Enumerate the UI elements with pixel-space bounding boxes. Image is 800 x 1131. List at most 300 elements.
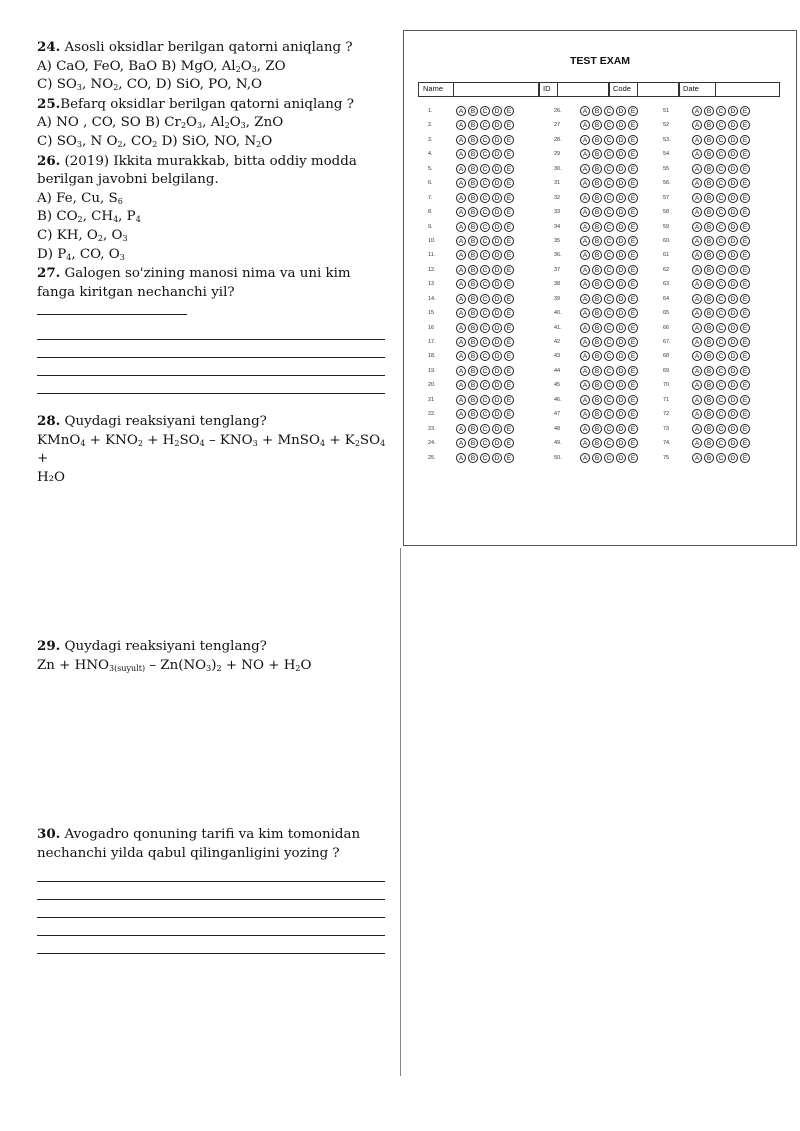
- answer-bubble-c[interactable]: C: [480, 395, 490, 405]
- answer-bubble-d[interactable]: D: [492, 120, 502, 130]
- answer-bubble-b[interactable]: B: [468, 424, 478, 434]
- answer-bubble-a[interactable]: A: [456, 236, 466, 246]
- answer-bubble-c[interactable]: C: [716, 250, 726, 260]
- answer-bubble-a[interactable]: A: [456, 164, 466, 174]
- answer-bubble-d[interactable]: D: [728, 250, 738, 260]
- answer-bubble-e[interactable]: E: [504, 236, 514, 246]
- answer-bubble-e[interactable]: E: [628, 438, 638, 448]
- answer-bubble-b[interactable]: B: [592, 424, 602, 434]
- answer-bubble-e[interactable]: E: [740, 438, 750, 448]
- answer-bubble-b[interactable]: B: [468, 366, 478, 376]
- answer-bubble-e[interactable]: E: [504, 106, 514, 116]
- answer-bubble-d[interactable]: D: [492, 308, 502, 318]
- answer-bubble-e[interactable]: E: [740, 164, 750, 174]
- answer-bubble-e[interactable]: E: [740, 135, 750, 145]
- answer-bubble-a[interactable]: A: [580, 380, 590, 390]
- answer-bubble-e[interactable]: E: [628, 323, 638, 333]
- answer-bubble-d[interactable]: D: [728, 294, 738, 304]
- answer-bubble-a[interactable]: A: [580, 135, 590, 145]
- answer-bubble-a[interactable]: A: [580, 250, 590, 260]
- answer-bubble-a[interactable]: A: [456, 366, 466, 376]
- answer-bubble-b[interactable]: B: [704, 236, 714, 246]
- answer-bubble-c[interactable]: C: [604, 207, 614, 217]
- answer-bubble-e[interactable]: E: [740, 424, 750, 434]
- answer-bubble-a[interactable]: A: [692, 222, 702, 232]
- answer-bubble-d[interactable]: D: [728, 279, 738, 289]
- answer-bubble-e[interactable]: E: [504, 395, 514, 405]
- answer-bubble-b[interactable]: B: [592, 135, 602, 145]
- answer-bubble-d[interactable]: D: [728, 453, 738, 463]
- answer-bubble-d[interactable]: D: [616, 438, 626, 448]
- answer-bubble-a[interactable]: A: [692, 164, 702, 174]
- answer-bubble-b[interactable]: B: [592, 453, 602, 463]
- answer-bubble-e[interactable]: E: [740, 380, 750, 390]
- answer-bubble-a[interactable]: A: [580, 294, 590, 304]
- answer-bubble-d[interactable]: D: [728, 380, 738, 390]
- answer-bubble-c[interactable]: C: [716, 279, 726, 289]
- answer-bubble-e[interactable]: E: [740, 366, 750, 376]
- answer-bubble-d[interactable]: D: [616, 351, 626, 361]
- answer-bubble-b[interactable]: B: [468, 164, 478, 174]
- answer-bubble-e[interactable]: E: [504, 120, 514, 130]
- answer-bubble-a[interactable]: A: [692, 424, 702, 434]
- answer-bubble-c[interactable]: C: [604, 149, 614, 159]
- answer-bubble-c[interactable]: C: [716, 438, 726, 448]
- answer-bubble-e[interactable]: E: [628, 380, 638, 390]
- answer-bubble-c[interactable]: C: [480, 351, 490, 361]
- answer-bubble-b[interactable]: B: [704, 424, 714, 434]
- answer-bubble-c[interactable]: C: [716, 308, 726, 318]
- answer-bubble-d[interactable]: D: [616, 222, 626, 232]
- answer-bubble-a[interactable]: A: [456, 395, 466, 405]
- answer-bubble-d[interactable]: D: [616, 294, 626, 304]
- answer-bubble-e[interactable]: E: [740, 409, 750, 419]
- answer-bubble-c[interactable]: C: [604, 308, 614, 318]
- answer-bubble-c[interactable]: C: [716, 380, 726, 390]
- answer-bubble-a[interactable]: A: [456, 453, 466, 463]
- answer-bubble-b[interactable]: B: [592, 178, 602, 188]
- answer-bubble-c[interactable]: C: [480, 265, 490, 275]
- answer-bubble-e[interactable]: E: [628, 120, 638, 130]
- answer-bubble-a[interactable]: A: [456, 409, 466, 419]
- answer-bubble-a[interactable]: A: [692, 265, 702, 275]
- answer-bubble-c[interactable]: C: [480, 149, 490, 159]
- answer-bubble-c[interactable]: C: [604, 265, 614, 275]
- answer-bubble-c[interactable]: C: [480, 453, 490, 463]
- answer-bubble-a[interactable]: A: [456, 193, 466, 203]
- answer-bubble-b[interactable]: B: [592, 395, 602, 405]
- answer-bubble-d[interactable]: D: [616, 380, 626, 390]
- answer-bubble-a[interactable]: A: [456, 149, 466, 159]
- answer-bubble-d[interactable]: D: [616, 135, 626, 145]
- answer-bubble-a[interactable]: A: [456, 308, 466, 318]
- answer-bubble-b[interactable]: B: [592, 149, 602, 159]
- answer-bubble-d[interactable]: D: [492, 265, 502, 275]
- answer-bubble-d[interactable]: D: [728, 395, 738, 405]
- answer-bubble-e[interactable]: E: [628, 366, 638, 376]
- answer-bubble-e[interactable]: E: [504, 178, 514, 188]
- answer-bubble-a[interactable]: A: [580, 106, 590, 116]
- answer-bubble-a[interactable]: A: [580, 308, 590, 318]
- answer-bubble-b[interactable]: B: [468, 279, 478, 289]
- answer-bubble-d[interactable]: D: [616, 366, 626, 376]
- answer-bubble-e[interactable]: E: [740, 265, 750, 275]
- answer-bubble-e[interactable]: E: [504, 323, 514, 333]
- answer-bubble-b[interactable]: B: [468, 236, 478, 246]
- answer-bubble-d[interactable]: D: [616, 207, 626, 217]
- answer-bubble-e[interactable]: E: [628, 279, 638, 289]
- answer-bubble-a[interactable]: A: [456, 106, 466, 116]
- answer-bubble-c[interactable]: C: [480, 222, 490, 232]
- answer-bubble-d[interactable]: D: [616, 308, 626, 318]
- answer-bubble-d[interactable]: D: [728, 135, 738, 145]
- answer-bubble-e[interactable]: E: [628, 308, 638, 318]
- answer-bubble-d[interactable]: D: [492, 453, 502, 463]
- answer-bubble-a[interactable]: A: [580, 409, 590, 419]
- answer-bubble-d[interactable]: D: [616, 453, 626, 463]
- answer-bubble-d[interactable]: D: [616, 265, 626, 275]
- answer-bubble-a[interactable]: A: [580, 279, 590, 289]
- id-field[interactable]: [538, 82, 610, 97]
- answer-bubble-e[interactable]: E: [740, 106, 750, 116]
- answer-bubble-b[interactable]: B: [704, 308, 714, 318]
- answer-bubble-a[interactable]: A: [580, 120, 590, 130]
- answer-bubble-d[interactable]: D: [492, 149, 502, 159]
- answer-bubble-e[interactable]: E: [504, 250, 514, 260]
- answer-bubble-c[interactable]: C: [604, 164, 614, 174]
- answer-bubble-e[interactable]: E: [740, 323, 750, 333]
- answer-bubble-e[interactable]: E: [504, 279, 514, 289]
- answer-bubble-c[interactable]: C: [604, 135, 614, 145]
- answer-bubble-a[interactable]: A: [580, 149, 590, 159]
- answer-bubble-c[interactable]: C: [480, 193, 490, 203]
- answer-bubble-c[interactable]: C: [604, 120, 614, 130]
- answer-bubble-a[interactable]: A: [456, 279, 466, 289]
- answer-bubble-e[interactable]: E: [504, 222, 514, 232]
- answer-bubble-a[interactable]: A: [456, 337, 466, 347]
- answer-bubble-b[interactable]: B: [704, 366, 714, 376]
- answer-bubble-b[interactable]: B: [592, 337, 602, 347]
- answer-bubble-d[interactable]: D: [492, 424, 502, 434]
- answer-bubble-e[interactable]: E: [628, 164, 638, 174]
- answer-bubble-c[interactable]: C: [716, 120, 726, 130]
- answer-bubble-c[interactable]: C: [480, 178, 490, 188]
- answer-bubble-d[interactable]: D: [728, 265, 738, 275]
- answer-bubble-c[interactable]: C: [716, 409, 726, 419]
- answer-bubble-b[interactable]: B: [704, 120, 714, 130]
- answer-line-field[interactable]: [37, 918, 385, 936]
- answer-bubble-c[interactable]: C: [480, 323, 490, 333]
- answer-bubble-b[interactable]: B: [592, 366, 602, 376]
- answer-bubble-b[interactable]: B: [468, 395, 478, 405]
- answer-bubble-a[interactable]: A: [456, 424, 466, 434]
- answer-bubble-d[interactable]: D: [728, 366, 738, 376]
- answer-bubble-d[interactable]: D: [616, 106, 626, 116]
- answer-bubble-b[interactable]: B: [468, 106, 478, 116]
- answer-bubble-c[interactable]: C: [480, 207, 490, 217]
- answer-bubble-b[interactable]: B: [592, 193, 602, 203]
- answer-bubble-d[interactable]: D: [492, 337, 502, 347]
- answer-bubble-e[interactable]: E: [740, 337, 750, 347]
- answer-bubble-b[interactable]: B: [704, 178, 714, 188]
- answer-bubble-a[interactable]: A: [692, 380, 702, 390]
- answer-bubble-b[interactable]: B: [704, 438, 714, 448]
- answer-bubble-e[interactable]: E: [628, 106, 638, 116]
- answer-bubble-d[interactable]: D: [492, 222, 502, 232]
- answer-line-field[interactable]: [37, 358, 385, 376]
- answer-bubble-d[interactable]: D: [728, 178, 738, 188]
- answer-bubble-c[interactable]: C: [480, 135, 490, 145]
- answer-bubble-a[interactable]: A: [580, 164, 590, 174]
- answer-bubble-b[interactable]: B: [704, 453, 714, 463]
- answer-bubble-b[interactable]: B: [468, 323, 478, 333]
- answer-bubble-c[interactable]: C: [604, 222, 614, 232]
- answer-bubble-b[interactable]: B: [704, 323, 714, 333]
- answer-bubble-a[interactable]: A: [456, 250, 466, 260]
- answer-bubble-e[interactable]: E: [504, 135, 514, 145]
- answer-line-field[interactable]: [37, 936, 385, 954]
- answer-bubble-c[interactable]: C: [716, 178, 726, 188]
- answer-bubble-b[interactable]: B: [468, 409, 478, 419]
- answer-bubble-a[interactable]: A: [456, 135, 466, 145]
- answer-bubble-c[interactable]: C: [480, 337, 490, 347]
- answer-bubble-e[interactable]: E: [504, 308, 514, 318]
- answer-bubble-e[interactable]: E: [628, 236, 638, 246]
- answer-bubble-a[interactable]: A: [580, 207, 590, 217]
- answer-bubble-b[interactable]: B: [592, 323, 602, 333]
- answer-bubble-c[interactable]: C: [604, 250, 614, 260]
- answer-bubble-b[interactable]: B: [468, 265, 478, 275]
- answer-bubble-b[interactable]: B: [468, 308, 478, 318]
- answer-bubble-d[interactable]: D: [728, 164, 738, 174]
- answer-bubble-c[interactable]: C: [480, 438, 490, 448]
- answer-bubble-a[interactable]: A: [456, 178, 466, 188]
- answer-bubble-e[interactable]: E: [628, 149, 638, 159]
- answer-bubble-c[interactable]: C: [480, 250, 490, 260]
- answer-bubble-d[interactable]: D: [616, 279, 626, 289]
- answer-bubble-c[interactable]: C: [716, 366, 726, 376]
- answer-bubble-c[interactable]: C: [480, 236, 490, 246]
- answer-bubble-c[interactable]: C: [604, 395, 614, 405]
- answer-bubble-d[interactable]: D: [728, 438, 738, 448]
- answer-bubble-c[interactable]: C: [604, 236, 614, 246]
- answer-bubble-c[interactable]: C: [480, 164, 490, 174]
- answer-bubble-d[interactable]: D: [616, 409, 626, 419]
- answer-bubble-a[interactable]: A: [692, 279, 702, 289]
- answer-line-field[interactable]: [37, 882, 385, 900]
- answer-bubble-b[interactable]: B: [704, 279, 714, 289]
- answer-line-field[interactable]: [37, 376, 385, 394]
- answer-bubble-a[interactable]: A: [692, 366, 702, 376]
- answer-bubble-c[interactable]: C: [716, 149, 726, 159]
- answer-bubble-b[interactable]: B: [592, 236, 602, 246]
- answer-bubble-c[interactable]: C: [716, 164, 726, 174]
- answer-bubble-e[interactable]: E: [504, 380, 514, 390]
- answer-bubble-a[interactable]: A: [692, 135, 702, 145]
- answer-bubble-a[interactable]: A: [580, 453, 590, 463]
- answer-bubble-d[interactable]: D: [492, 106, 502, 116]
- answer-bubble-e[interactable]: E: [628, 222, 638, 232]
- answer-bubble-a[interactable]: A: [692, 207, 702, 217]
- answer-bubble-b[interactable]: B: [592, 351, 602, 361]
- answer-bubble-c[interactable]: C: [604, 351, 614, 361]
- answer-bubble-c[interactable]: C: [604, 279, 614, 289]
- answer-bubble-e[interactable]: E: [504, 294, 514, 304]
- answer-bubble-a[interactable]: A: [692, 438, 702, 448]
- answer-bubble-c[interactable]: C: [604, 337, 614, 347]
- answer-bubble-e[interactable]: E: [740, 236, 750, 246]
- answer-bubble-a[interactable]: A: [580, 337, 590, 347]
- answer-bubble-e[interactable]: E: [740, 178, 750, 188]
- answer-bubble-e[interactable]: E: [740, 279, 750, 289]
- answer-bubble-d[interactable]: D: [492, 409, 502, 419]
- answer-bubble-b[interactable]: B: [468, 207, 478, 217]
- answer-bubble-c[interactable]: C: [480, 106, 490, 116]
- answer-bubble-c[interactable]: C: [480, 380, 490, 390]
- answer-bubble-d[interactable]: D: [492, 351, 502, 361]
- answer-bubble-e[interactable]: E: [504, 453, 514, 463]
- answer-bubble-a[interactable]: A: [456, 222, 466, 232]
- answer-bubble-d[interactable]: D: [728, 323, 738, 333]
- answer-bubble-b[interactable]: B: [592, 164, 602, 174]
- answer-bubble-c[interactable]: C: [480, 279, 490, 289]
- answer-bubble-a[interactable]: A: [692, 106, 702, 116]
- answer-bubble-b[interactable]: B: [592, 438, 602, 448]
- answer-bubble-d[interactable]: D: [728, 149, 738, 159]
- answer-bubble-d[interactable]: D: [616, 193, 626, 203]
- answer-bubble-a[interactable]: A: [580, 265, 590, 275]
- answer-bubble-d[interactable]: D: [492, 438, 502, 448]
- answer-bubble-e[interactable]: E: [504, 424, 514, 434]
- answer-bubble-a[interactable]: A: [456, 351, 466, 361]
- answer-bubble-a[interactable]: A: [692, 193, 702, 203]
- answer-bubble-a[interactable]: A: [692, 236, 702, 246]
- answer-bubble-e[interactable]: E: [628, 250, 638, 260]
- answer-bubble-e[interactable]: E: [628, 178, 638, 188]
- answer-bubble-d[interactable]: D: [492, 193, 502, 203]
- answer-bubble-e[interactable]: E: [504, 337, 514, 347]
- answer-bubble-b[interactable]: B: [468, 193, 478, 203]
- answer-bubble-e[interactable]: E: [740, 351, 750, 361]
- answer-bubble-c[interactable]: C: [604, 438, 614, 448]
- answer-bubble-c[interactable]: C: [716, 294, 726, 304]
- answer-bubble-a[interactable]: A: [692, 178, 702, 188]
- answer-bubble-b[interactable]: B: [704, 250, 714, 260]
- answer-bubble-b[interactable]: B: [592, 207, 602, 217]
- answer-bubble-c[interactable]: C: [604, 193, 614, 203]
- answer-bubble-d[interactable]: D: [492, 294, 502, 304]
- answer-bubble-b[interactable]: B: [468, 294, 478, 304]
- answer-bubble-e[interactable]: E: [740, 222, 750, 232]
- answer-bubble-a[interactable]: A: [692, 395, 702, 405]
- answer-bubble-e[interactable]: E: [504, 207, 514, 217]
- answer-bubble-c[interactable]: C: [480, 308, 490, 318]
- answer-bubble-b[interactable]: B: [468, 453, 478, 463]
- answer-bubble-a[interactable]: A: [580, 222, 590, 232]
- answer-bubble-c[interactable]: C: [716, 424, 726, 434]
- answer-bubble-c[interactable]: C: [716, 351, 726, 361]
- answer-bubble-a[interactable]: A: [456, 438, 466, 448]
- answer-bubble-b[interactable]: B: [592, 279, 602, 289]
- answer-bubble-b[interactable]: B: [592, 294, 602, 304]
- answer-bubble-a[interactable]: A: [580, 366, 590, 376]
- answer-bubble-a[interactable]: A: [456, 207, 466, 217]
- answer-bubble-e[interactable]: E: [740, 453, 750, 463]
- answer-bubble-a[interactable]: A: [580, 236, 590, 246]
- answer-bubble-a[interactable]: A: [692, 250, 702, 260]
- answer-bubble-b[interactable]: B: [592, 222, 602, 232]
- answer-bubble-a[interactable]: A: [580, 323, 590, 333]
- answer-bubble-b[interactable]: B: [704, 265, 714, 275]
- answer-bubble-b[interactable]: B: [468, 351, 478, 361]
- answer-bubble-e[interactable]: E: [628, 135, 638, 145]
- answer-bubble-a[interactable]: A: [580, 438, 590, 448]
- answer-bubble-d[interactable]: D: [728, 308, 738, 318]
- answer-bubble-d[interactable]: D: [728, 106, 738, 116]
- answer-bubble-d[interactable]: D: [492, 207, 502, 217]
- answer-bubble-d[interactable]: D: [728, 409, 738, 419]
- answer-bubble-c[interactable]: C: [604, 366, 614, 376]
- date-field[interactable]: [678, 82, 780, 97]
- answer-bubble-b[interactable]: B: [592, 265, 602, 275]
- answer-bubble-b[interactable]: B: [592, 120, 602, 130]
- answer-bubble-e[interactable]: E: [628, 424, 638, 434]
- answer-bubble-b[interactable]: B: [592, 380, 602, 390]
- answer-bubble-a[interactable]: A: [692, 351, 702, 361]
- answer-bubble-b[interactable]: B: [468, 135, 478, 145]
- answer-bubble-c[interactable]: C: [716, 453, 726, 463]
- answer-bubble-d[interactable]: D: [728, 351, 738, 361]
- answer-bubble-d[interactable]: D: [492, 395, 502, 405]
- answer-bubble-d[interactable]: D: [616, 424, 626, 434]
- answer-bubble-a[interactable]: A: [692, 308, 702, 318]
- answer-bubble-d[interactable]: D: [616, 395, 626, 405]
- answer-bubble-a[interactable]: A: [456, 380, 466, 390]
- answer-bubble-a[interactable]: A: [692, 149, 702, 159]
- answer-line-field[interactable]: [37, 322, 385, 340]
- answer-bubble-b[interactable]: B: [704, 135, 714, 145]
- answer-bubble-c[interactable]: C: [604, 106, 614, 116]
- answer-bubble-d[interactable]: D: [492, 323, 502, 333]
- answer-bubble-d[interactable]: D: [616, 236, 626, 246]
- answer-bubble-b[interactable]: B: [592, 106, 602, 116]
- answer-bubble-b[interactable]: B: [704, 149, 714, 159]
- answer-bubble-e[interactable]: E: [628, 409, 638, 419]
- answer-bubble-b[interactable]: B: [704, 193, 714, 203]
- answer-bubble-d[interactable]: D: [492, 135, 502, 145]
- answer-bubble-b[interactable]: B: [468, 149, 478, 159]
- answer-bubble-b[interactable]: B: [592, 250, 602, 260]
- answer-bubble-d[interactable]: D: [492, 164, 502, 174]
- answer-bubble-c[interactable]: C: [480, 366, 490, 376]
- answer-bubble-d[interactable]: D: [616, 164, 626, 174]
- answer-bubble-e[interactable]: E: [740, 207, 750, 217]
- answer-bubble-e[interactable]: E: [740, 294, 750, 304]
- answer-space[interactable]: [37, 675, 387, 825]
- answer-bubble-a[interactable]: A: [692, 120, 702, 130]
- answer-line-field[interactable]: [37, 900, 385, 918]
- answer-line-field[interactable]: [37, 864, 385, 882]
- answer-bubble-c[interactable]: C: [604, 380, 614, 390]
- answer-bubble-b[interactable]: B: [704, 351, 714, 361]
- code-field[interactable]: [608, 82, 680, 97]
- answer-bubble-e[interactable]: E: [740, 308, 750, 318]
- answer-bubble-c[interactable]: C: [480, 120, 490, 130]
- answer-bubble-e[interactable]: E: [504, 149, 514, 159]
- answer-bubble-a[interactable]: A: [692, 409, 702, 419]
- answer-bubble-c[interactable]: C: [604, 424, 614, 434]
- answer-bubble-c[interactable]: C: [480, 409, 490, 419]
